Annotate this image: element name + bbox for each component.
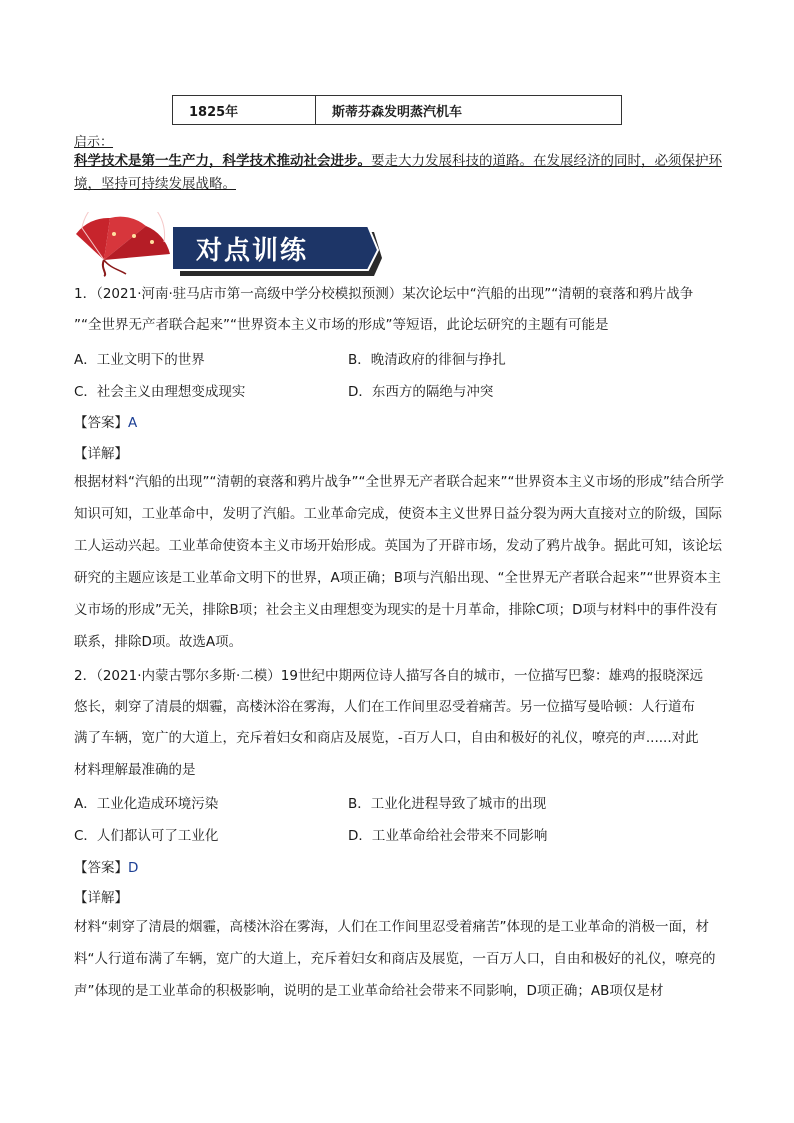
table-event-cell: 斯蒂芬森发明蒸汽机车 xyxy=(332,104,463,120)
q2-stem-line2: 悠长，刺穿了清晨的烟霾，高楼沐浴在雾海，人们在工作间里忍受着痛苦。另一位描写曼哈顿：人行道布 xyxy=(74,699,695,715)
insight-bold: 科学技术是第一生产力，科学技术推动社会进步。 xyxy=(74,153,371,169)
q2-option-d: D．工业革命给社会带来不同影响 xyxy=(348,828,548,844)
q2-option-b: B．工业化进程导致了城市的出现 xyxy=(348,796,547,812)
q1-answer xyxy=(74,411,137,431)
q2-option-a: A．工业化造成环境污染 xyxy=(74,796,219,812)
q1-answer-label: 【答案】 xyxy=(74,415,128,431)
q2-stem-line1: 2．（2021·内蒙古鄂尔多斯·二模）19世纪中期两位诗人描写各自的城市，一位描写巴黎：雄鸡的报晓深远 xyxy=(74,668,703,684)
q1-option-c: C．社会主义由理想变成现实 xyxy=(74,384,246,400)
q2-option-c: C．人们都认可了工业化 xyxy=(74,828,219,844)
q1-detail-label: 【详解】 xyxy=(74,446,128,462)
q1-stem-line1: 1．（2021·河南·驻马店市第一高级中学分校模拟预测）某次论坛中“汽船的出现”“清朝的衰落和鸦片战争 xyxy=(74,286,694,302)
q2-detail-label: 【详解】 xyxy=(74,890,128,906)
section-title: 对点训练 xyxy=(196,236,309,266)
q2-answer-label: 【答案】 xyxy=(74,860,128,876)
insight-label: 启示： xyxy=(74,135,114,150)
q1-option-a: A．工业文明下的世界 xyxy=(74,352,205,368)
q1-answer-value: A xyxy=(128,415,138,431)
q2-answer xyxy=(74,856,138,876)
q2-stem-line3: 满了车辆，宽广的大道上，充斥着妇女和商店及展览，-百万人口，自由和极好的礼仪，嘹亮的声......对此 xyxy=(74,730,699,746)
insight-rest: 要走大力发展科技的道路。在发展经济的同时，必须保护环境，坚持可持续发展战略。 xyxy=(74,153,722,192)
table-year-cell: 1825年 xyxy=(173,96,316,124)
insight-paragraph xyxy=(74,150,724,196)
q2-answer-value: D xyxy=(128,860,139,876)
q1-option-b: B．晚清政府的徘徊与挣扎 xyxy=(348,352,506,368)
folding-fan-icon xyxy=(76,212,170,276)
q1-option-d: D．东西方的隔绝与冲突 xyxy=(348,384,494,400)
q1-detail-text: 根据材料“汽船的出现”“清朝的衰落和鸦片战争”“全世界无产者联合起来”“世界资本主义市场的形成”结合所学知识可知，工业革命中，发明了汽船。工业革命完成，使资本主义世界日益分裂为两大直接对立的阶级，国际工人运动兴起。工业革命使资本主义市场开始形成。英国为了开辟市场，发动了鸦片战争。据此可知，该论坛研究的主题应该是工业革命文明下的世界，A项正确；B项与汽船出现、“全世界无产者联合起来”“世界资本主义市场的形成”无关，排除B项；社会主义由理想变为现实的是十月革命，排除C项；D项与材料中的事件没有联系，排除D项。故选A项。 xyxy=(74,474,724,650)
q2-stem-line4: 材料理解最准确的是 xyxy=(74,762,196,778)
history-table-row xyxy=(172,95,622,125)
q2-detail-text: 材料“刺穿了清晨的烟霾，高楼沐浴在雾海，人们在工作间里忍受着痛苦”体现的是工业革命的消极一面，材料“人行道布满了车辆，宽广的大道上，充斥着妇女和商店及展览，一百万人口，自由和极好的礼仪，嘹亮的声”体现的是工业革命的积极影响，说明的是工业革命给社会带来不同影响，D项正确；AB项仅是材 xyxy=(74,919,716,999)
q1-stem-line2: ”“全世界无产者联合起来”“世界资本主义市场的形成”等短语，此论坛研究的主题有可能是 xyxy=(74,317,609,333)
